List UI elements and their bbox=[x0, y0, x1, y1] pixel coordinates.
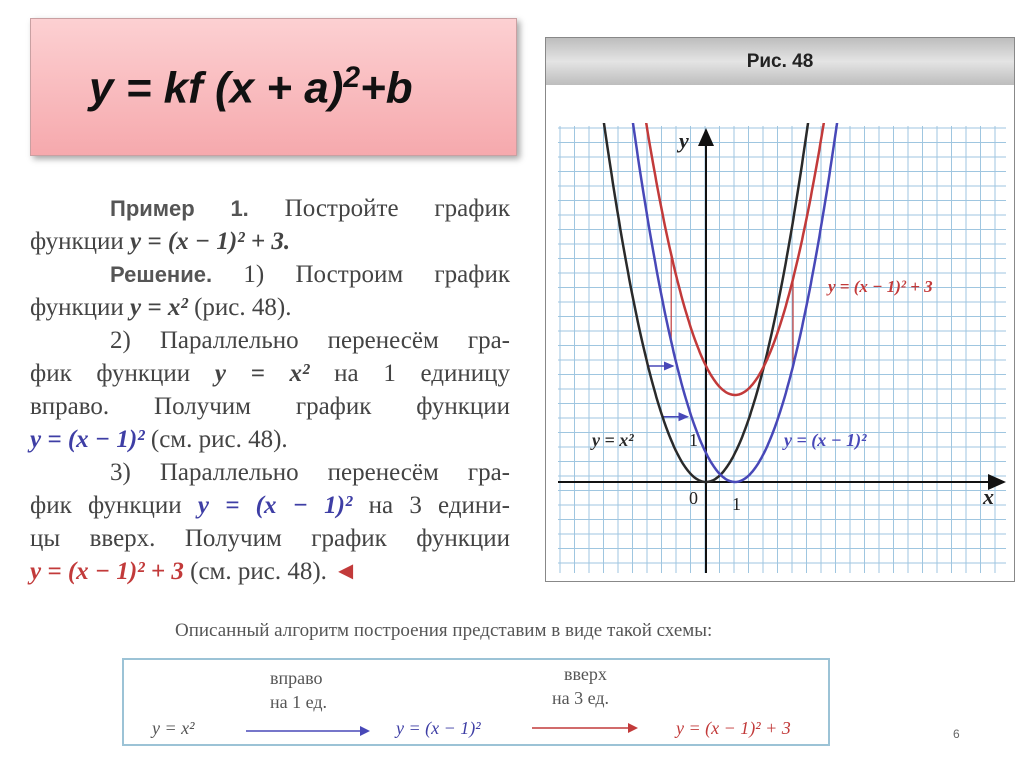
step3-formula: y = (x − 1)² bbox=[197, 492, 353, 519]
title-formula-exponent: 2 bbox=[343, 60, 361, 94]
scheme-arrows bbox=[124, 660, 828, 744]
example-line-2 bbox=[30, 225, 510, 258]
example-line-1 bbox=[30, 192, 510, 225]
x-tick-label: 1 bbox=[732, 494, 741, 514]
step2-ref: (см. рис. 48). bbox=[150, 426, 288, 453]
step3-ref: (см. рис. 48). bbox=[190, 558, 327, 585]
arrow-head-2-icon bbox=[628, 723, 638, 733]
label-y-x-minus-1-squared: y = (x − 1)² bbox=[784, 430, 867, 450]
scheme-formula-3: y = (x − 1)² + 3 bbox=[676, 718, 791, 738]
solution-line bbox=[30, 258, 510, 291]
step2-line-2-a: фик функции bbox=[30, 360, 191, 387]
step2-line-1: 2) Параллельно перенесём гра- bbox=[110, 327, 510, 354]
step2-line-2-b: на 1 единицу bbox=[334, 360, 510, 387]
scheme-step1-bottom: на 1 ед. bbox=[270, 692, 328, 712]
step3-line-2-a: фик функции bbox=[30, 492, 182, 519]
example-formula: y = (x − 1)² + 3. bbox=[130, 228, 291, 255]
label-y-x-minus-1-squared-plus-3: y = (x − 1)² + 3 bbox=[828, 277, 933, 296]
end-marker-icon: ◄ bbox=[333, 558, 358, 585]
graph-plot bbox=[546, 38, 1016, 583]
y-axis-label: y bbox=[679, 128, 689, 153]
scheme-step2-top: вверх bbox=[564, 664, 607, 684]
origin-label: 0 bbox=[689, 488, 698, 508]
title-formula bbox=[89, 61, 413, 114]
step1-line-2-text: функции bbox=[30, 294, 124, 321]
figure-caption: Рис. 48 bbox=[546, 38, 1014, 85]
step2-result-formula: y = (x − 1)² bbox=[30, 426, 145, 453]
scheme-formula-2: y = (x − 1)² bbox=[396, 718, 481, 738]
step1-ref: (рис. 48). bbox=[194, 294, 292, 321]
title-formula-main: y = kf (x + a) bbox=[89, 63, 344, 113]
step3-line-4 bbox=[30, 555, 510, 588]
scheme-step1-top: вправо bbox=[270, 668, 323, 688]
figure-48 bbox=[545, 37, 1015, 582]
step1-formula: y = x² bbox=[130, 294, 188, 321]
x-axis-label: x bbox=[983, 484, 994, 509]
step3-line-1: 3) Параллельно перенесём гра- bbox=[110, 459, 510, 486]
step1-line-2 bbox=[30, 291, 510, 324]
scheme-formula-1: y = x² bbox=[152, 718, 195, 738]
curve-y-x-minus-1-squared bbox=[590, 38, 851, 482]
example-line-2-text: функции bbox=[30, 228, 124, 255]
curve-y-x2 bbox=[590, 38, 851, 482]
curve-y-x-minus-1-squared-plus-3 bbox=[590, 38, 851, 395]
step2-formula: y = x² bbox=[214, 360, 310, 387]
step2-line-4 bbox=[30, 423, 510, 456]
title-formula-tail: +b bbox=[360, 63, 413, 113]
grid-lines bbox=[558, 126, 1006, 573]
step3-line-2-b: на 3 едини- bbox=[368, 492, 510, 519]
step3-line-2 bbox=[30, 489, 510, 522]
step3-line-3: цы вверх. Получим график функции bbox=[30, 525, 510, 552]
example-text bbox=[30, 192, 510, 588]
label-y-x2: y = x² bbox=[592, 430, 634, 450]
step1-text: 1) Построим график bbox=[243, 261, 510, 288]
scheme-box bbox=[122, 658, 830, 746]
example-task: Постройте график bbox=[284, 195, 510, 222]
step2-line-3: вправо. Получим график функции bbox=[30, 393, 510, 420]
step2-line-2 bbox=[30, 357, 510, 390]
example-heading: Пример 1. bbox=[110, 196, 249, 221]
scheme-step2-bottom: на 3 ед. bbox=[552, 688, 610, 708]
scheme-caption: Описанный алгоритм построения представим в виде такой схемы: bbox=[175, 620, 713, 641]
arrow-head-1-icon bbox=[360, 726, 370, 736]
title-box bbox=[30, 18, 517, 156]
solution-heading: Решение. bbox=[110, 262, 213, 287]
y-tick-label: 1 bbox=[689, 430, 698, 450]
page-number: 6 bbox=[953, 727, 960, 741]
step3-result-formula: y = (x − 1)² + 3 bbox=[30, 558, 184, 585]
